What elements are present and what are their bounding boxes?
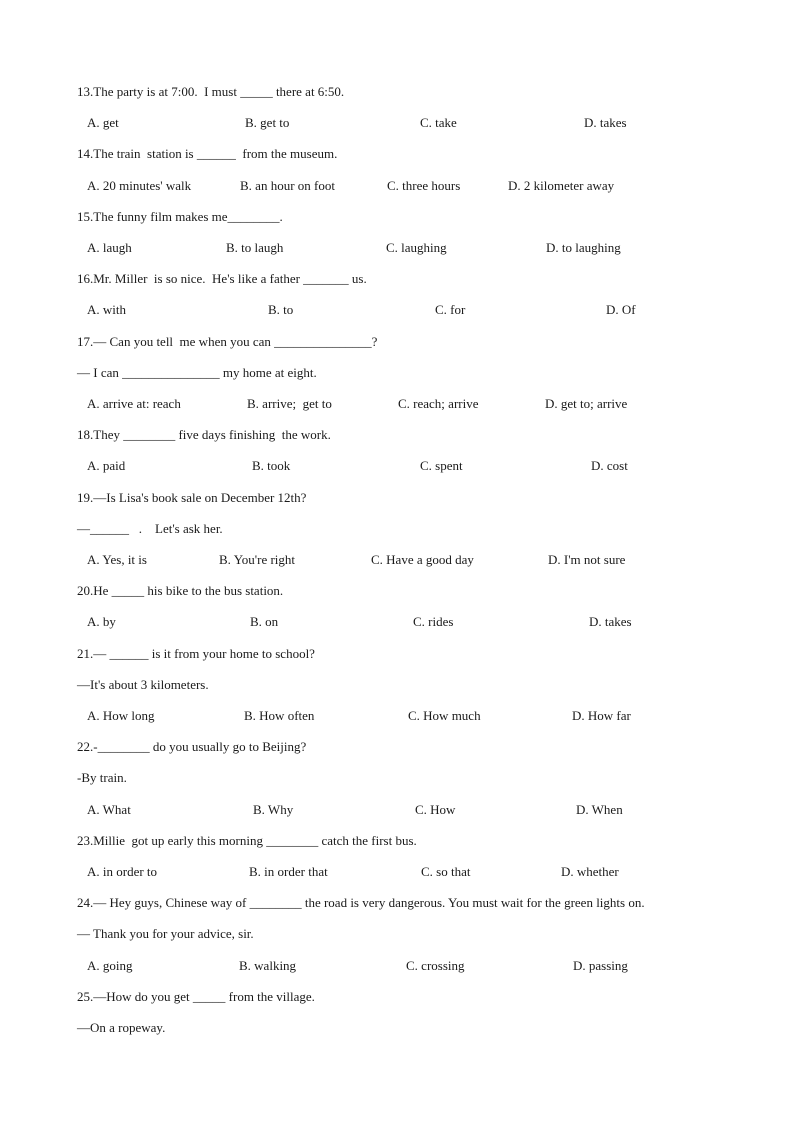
answer-option: A. What — [87, 802, 131, 817]
answer-option: C. so that — [421, 864, 471, 879]
question-stem: 14.The train station is ______ from the museum. — [77, 146, 338, 161]
answer-option: D. How far — [572, 708, 631, 723]
answer-option: C. for — [435, 302, 466, 317]
answer-option: A. in order to — [87, 864, 158, 879]
question-stem: 17.— Can you tell me when you can _______________? — [77, 334, 378, 349]
question-stem: 15.The funny film makes me________. — [77, 209, 283, 224]
question-stem: 20.He _____ his bike to the bus station. — [77, 583, 284, 598]
answer-option: B. in order that — [249, 864, 328, 879]
question-stem: 24.— Hey guys, Chinese way of ________ the road is very dangerous. You must wait for the green lights on. — [77, 895, 645, 910]
answer-option: B. How often — [244, 708, 315, 723]
answer-option: B. to laugh — [226, 240, 284, 255]
answer-option: D. I'm not sure — [548, 552, 626, 567]
answer-option: C. How much — [408, 708, 481, 723]
answer-option: D. to laughing — [546, 240, 621, 255]
answer-option: B. walking — [239, 958, 297, 973]
dialogue-line: —It's about 3 kilometers. — [77, 677, 209, 692]
answer-option: B. on — [250, 614, 279, 629]
answer-option: B. an hour on foot — [240, 178, 335, 193]
answer-option: C. How — [415, 802, 456, 817]
answer-option: A. with — [87, 302, 126, 317]
answer-option: D. whether — [561, 864, 619, 879]
answer-option: B. Why — [253, 802, 294, 817]
dialogue-line: — Thank you for your advice, sir. — [77, 926, 254, 941]
answer-option: C. three hours — [387, 178, 461, 193]
answer-option: C. reach; arrive — [398, 396, 479, 411]
question-stem: 22.-________ do you usually go to Beijing? — [77, 739, 307, 754]
answer-option: D. passing — [573, 958, 628, 973]
answer-option: A. How long — [87, 708, 155, 723]
answer-option: D. takes — [584, 115, 627, 130]
answer-option: D. takes — [589, 614, 632, 629]
answer-option: C. take — [420, 115, 457, 130]
answer-option: B. took — [252, 458, 291, 473]
answer-option: A. paid — [87, 458, 126, 473]
answer-option: A. arrive at: reach — [87, 396, 181, 411]
answer-option: D. get to; arrive — [545, 396, 628, 411]
answer-option: C. Have a good day — [371, 552, 474, 567]
question-stem: 19.—Is Lisa's book sale on December 12th? — [77, 490, 307, 505]
answer-option: B. arrive; get to — [247, 396, 332, 411]
answer-option: B. get to — [245, 115, 290, 130]
answer-option: A. Yes, it is — [87, 552, 147, 567]
answer-option: A. going — [87, 958, 133, 973]
answer-option: A. laugh — [87, 240, 132, 255]
question-stem: 13.The party is at 7:00. I must _____ there at 6:50. — [77, 84, 345, 99]
answer-option: C. spent — [420, 458, 463, 473]
answer-option: B. to — [268, 302, 294, 317]
dialogue-line: —______ . Let's ask her. — [77, 521, 223, 536]
answer-option: C. crossing — [406, 958, 465, 973]
answer-option: D. 2 kilometer away — [508, 178, 615, 193]
question-stem: 21.— ______ is it from your home to school? — [77, 646, 315, 661]
question-stem: 23.Millie got up early this morning ________ catch the first bus. — [77, 833, 417, 848]
answer-option: C. rides — [413, 614, 454, 629]
answer-option: D. When — [576, 802, 623, 817]
dialogue-line: —On a ropeway. — [77, 1020, 166, 1035]
answer-option: B. You're right — [219, 552, 296, 567]
answer-option: C. laughing — [386, 240, 447, 255]
dialogue-line: — I can _______________ my home at eight. — [77, 365, 317, 380]
question-stem: 18.They ________ five days finishing the work. — [77, 427, 331, 442]
answer-option: A. by — [87, 614, 116, 629]
answer-option: A. get — [87, 115, 119, 130]
question-stem: 16.Mr. Miller is so nice. He's like a father _______ us. — [77, 271, 367, 286]
answer-option: A. 20 minutes' walk — [87, 178, 192, 193]
dialogue-line: -By train. — [77, 770, 127, 785]
answer-option: D. cost — [591, 458, 628, 473]
answer-option: D. Of — [606, 302, 636, 317]
question-stem: 25.—How do you get _____ from the village. — [77, 989, 315, 1004]
